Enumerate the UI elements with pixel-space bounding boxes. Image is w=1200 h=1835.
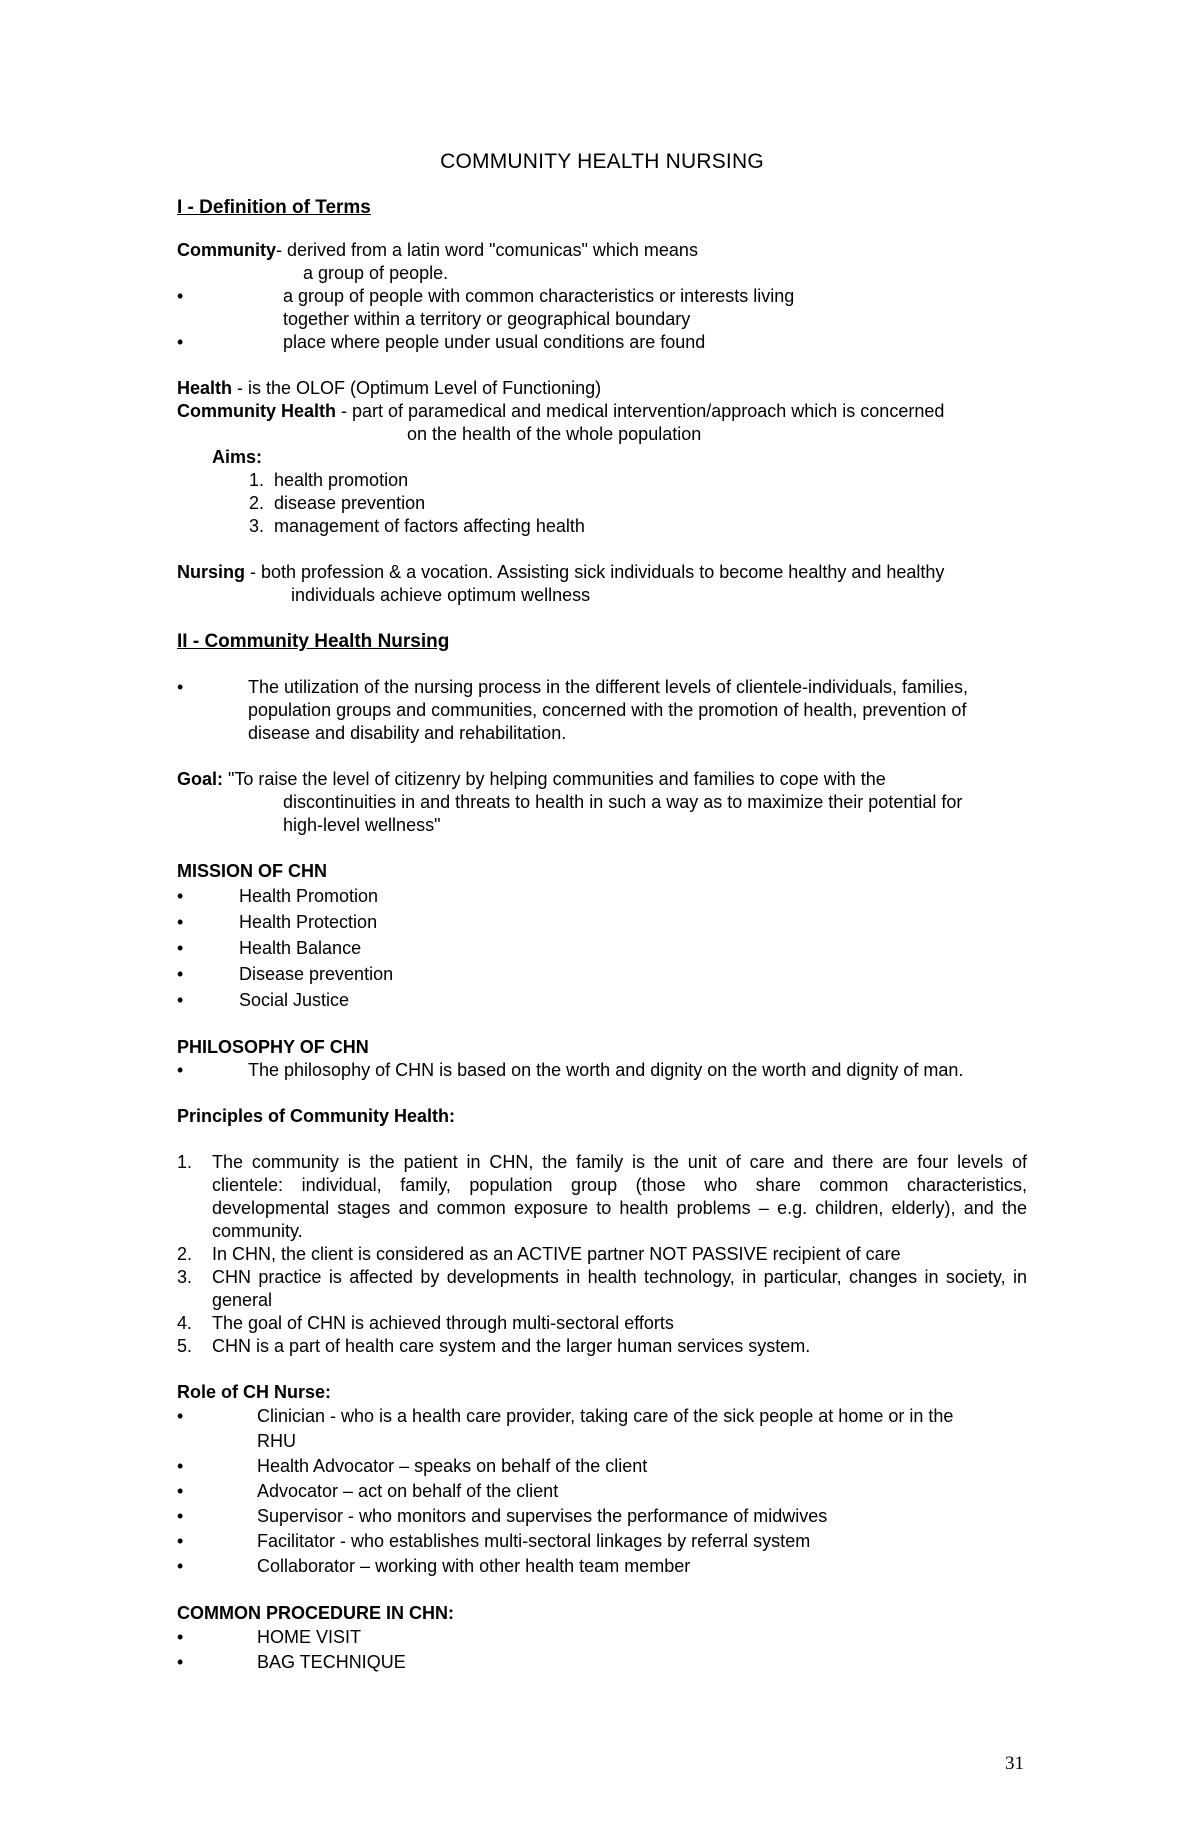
list-item: • HOME VISIT <box>177 1625 1027 1650</box>
list-item: • Clinician - who is a health care provider, taking care of the sick people at home or in the RHU <box>177 1406 954 1451</box>
bullet-icon: • <box>177 938 184 958</box>
community-health-def-line2: on the health of the whole population <box>407 424 702 444</box>
bullet-icon: • <box>177 1060 184 1080</box>
term-nursing: Nursing <box>177 562 246 582</box>
list-item: • Disease prevention <box>177 961 1027 987</box>
community-health-def-line1: - part of paramedical and medical intervention/approach which is concerned <box>336 401 945 421</box>
list-item: • Facilitator - who establishes multi-sectoral linkages by referral system <box>177 1529 1027 1554</box>
bullet-icon: • <box>177 1481 184 1501</box>
list-item: 4. The goal of CHN is achieved through multi-sectoral efforts <box>177 1313 674 1333</box>
bullet-icon: • <box>177 1406 184 1426</box>
philosophy-list <box>177 1059 1027 1082</box>
list-item: • Social Justice <box>177 987 1027 1013</box>
list-item: • a group of people with common characteristics or interests living together within a territory or geographical boundary <box>177 286 795 329</box>
aims-label: Aims: <box>212 447 263 467</box>
bullet-icon: • <box>177 1652 184 1672</box>
list-item: • place where people under usual conditions are found <box>177 332 706 352</box>
nursing-def-line2: individuals achieve optimum wellness <box>291 585 591 605</box>
list-item: • BAG TECHNIQUE <box>177 1650 1027 1675</box>
term-health: Health <box>177 378 233 398</box>
principles-heading: Principles of Community Health: <box>177 1106 456 1126</box>
page-title: COMMUNITY HEALTH NURSING <box>440 150 764 173</box>
list-item: 2. In CHN, the client is considered as an ACTIVE partner NOT PASSIVE recipient of care <box>177 1244 901 1264</box>
list-item: • Health Advocator – speaks on behalf of the client <box>177 1454 1027 1479</box>
role-heading: Role of CH Nurse: <box>177 1382 332 1402</box>
list-item: 3. management of factors affecting health <box>249 516 585 536</box>
list-item: 1. The community is the patient in CHN, the family is the unit of care and there are four levels of clientele: individual, family, population group (those who share common characteristics, developmental stages and common exposure to health problems – e.g. children, elderly), and the community. <box>177 1152 1027 1241</box>
community-def-line1: - derived from a latin word "comunicas" which means <box>276 240 698 260</box>
list-item: • Supervisor - who monitors and supervises the performance of midwives <box>177 1504 1027 1529</box>
list-item: • Health Balance <box>177 935 1027 961</box>
bullet-icon: • <box>177 964 184 984</box>
list-item: • Advocator – act on behalf of the client <box>177 1479 1027 1504</box>
bullet-icon: • <box>177 1506 184 1526</box>
bullet-icon: • <box>177 332 184 352</box>
term-community-health: Community Health <box>177 401 337 421</box>
list-item: 5. CHN is a part of health care system and the larger human services system. <box>177 1336 811 1356</box>
community-bullets <box>177 285 1027 354</box>
definition-nursing <box>177 561 1027 584</box>
list-item: • The utilization of the nursing process in the different levels of clientele-individuals, families, population groups and communities, concerned with the promotion of health, prevention of disease and disability and rehabilitation. <box>177 677 969 743</box>
goal-label: Goal: <box>177 769 224 789</box>
bullet-icon: • <box>177 990 184 1010</box>
nursing-def-line1: - both profession & a vocation. Assisting sick individuals to become healthy and healthy <box>245 562 945 582</box>
mission-list <box>177 883 1027 1013</box>
list-item: 2. disease prevention <box>249 493 426 513</box>
health-def: - is the OLOF (Optimum Level of Functioning) <box>232 378 602 398</box>
definition-health <box>177 377 1027 400</box>
term-community: Community <box>177 240 276 260</box>
list-item: • Health Protection <box>177 909 1027 935</box>
list-item: • The philosophy of CHN is based on the worth and dignity on the worth and dignity of man. <box>177 1060 964 1080</box>
bullet-icon: • <box>177 286 184 306</box>
bullet-icon: • <box>177 1556 184 1576</box>
community-def-line2: a group of people. <box>303 263 449 283</box>
mission-heading: MISSION OF CHN <box>177 861 328 881</box>
goal-line3: high-level wellness" <box>283 815 441 835</box>
bullet-icon: • <box>177 1627 184 1647</box>
bullet-icon: • <box>177 677 184 697</box>
definition-community-health <box>177 400 1027 423</box>
list-item: 1. health promotion <box>249 470 409 490</box>
list-item: 3. CHN practice is affected by developments in health technology, in particular, changes in society, in general <box>177 1267 1027 1310</box>
aims-list <box>177 469 1027 538</box>
definition-community <box>177 239 1027 262</box>
list-item: • Health Promotion <box>177 883 1027 909</box>
principles-list <box>177 1151 1027 1358</box>
bullet-icon: • <box>177 912 184 932</box>
goal-line2: discontinuities in and threats to health in such a way as to maximize their potential for <box>283 792 963 812</box>
chn-bullets <box>177 676 1027 745</box>
list-item: • Collaborator – working with other health team member <box>177 1554 1027 1579</box>
bullet-icon: • <box>177 1531 184 1551</box>
philosophy-heading: PHILOSOPHY OF CHN <box>177 1037 369 1057</box>
bullet-icon: • <box>177 886 184 906</box>
section-heading-chn: II - Community Health Nursing <box>177 631 450 652</box>
procedure-heading: COMMON PROCEDURE IN CHN: <box>177 1603 454 1623</box>
section-heading-definitions: I - Definition of Terms <box>177 197 371 218</box>
bullet-icon: • <box>177 1456 184 1476</box>
goal-line1: Goal: "To raise the level of citizenry by helping communities and families to cope with the <box>177 769 886 789</box>
procedure-list <box>177 1625 1027 1675</box>
page-number: 31 <box>1005 1753 1024 1774</box>
page-content <box>177 150 1027 1675</box>
role-list <box>177 1404 1027 1579</box>
